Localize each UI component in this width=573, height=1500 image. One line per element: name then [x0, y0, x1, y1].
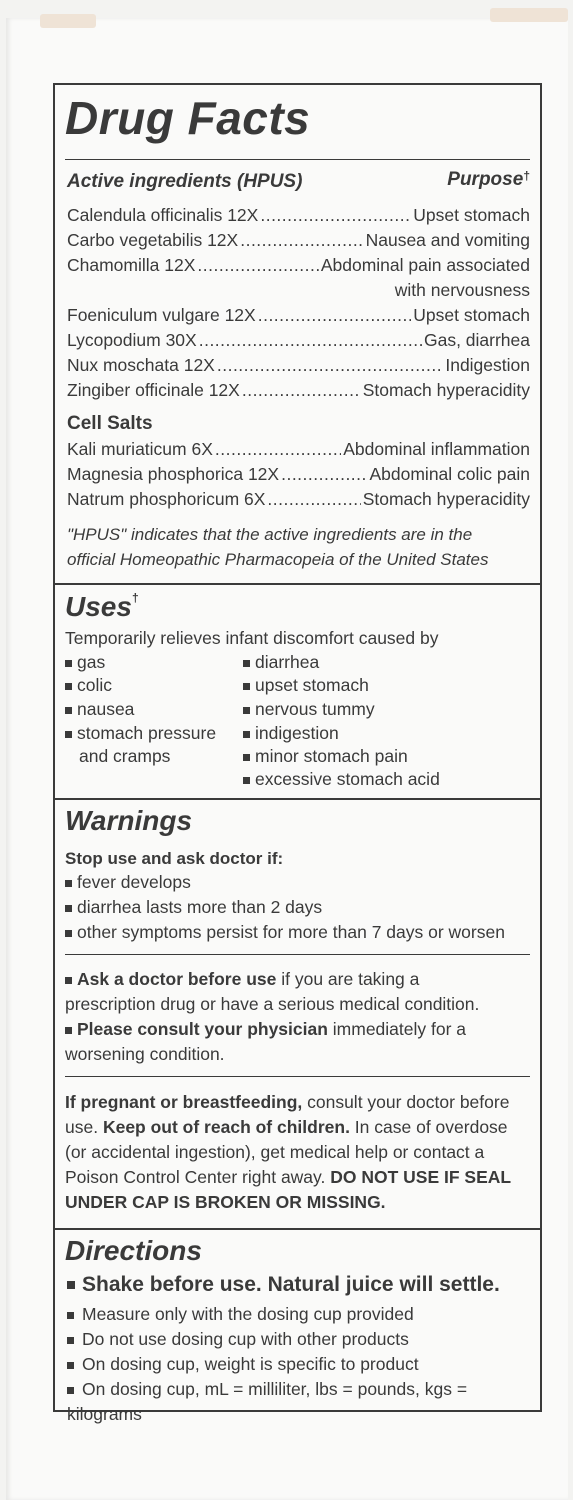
- ingredient-row: Calendula officinalis 12X ..... Upset stomach: [67, 203, 530, 228]
- keep-out-of-reach: use. Keep out of reach of children. In case of overdose: [65, 1117, 508, 1137]
- ingredient-row: Nux moschata 12X ..... Indigestion: [67, 353, 530, 378]
- ask-doctor-line: prescription drug or have a serious medical condition.: [65, 994, 480, 1014]
- section-divider: [55, 583, 540, 585]
- title-divider: [65, 159, 530, 160]
- poison-control-line: Poison Control Center right away. DO NOT USE IF SEAL: [65, 1167, 512, 1187]
- directions-lead: Shake before use. Natural juice will settle.: [67, 1273, 500, 1297]
- directions-item: On dosing cup, mL = milliliter, lbs = pounds, kgs = kilograms: [67, 1377, 540, 1427]
- consult-physician-line: Please consult your physician immediately for a: [65, 1017, 530, 1041]
- uses-item: diarrhea: [243, 651, 319, 674]
- warning-item: diarrhea lasts more than 2 days: [65, 896, 322, 919]
- directions-item: On dosing cup, weight is specific to product: [67, 1352, 419, 1377]
- seal-warning: UNDER CAP IS BROKEN OR MISSING.: [65, 1192, 386, 1212]
- overdose-warning: (or accidental ingestion), get medical help or contact a: [65, 1142, 485, 1162]
- uses-item: nausea: [65, 698, 134, 721]
- ingredient-row: Foeniculum vulgare 12X ..... Upset stomach: [67, 303, 530, 328]
- hpus-note-line: "HPUS" indicates that the active ingredients are in the: [67, 525, 473, 544]
- ingredient-row: Zingiber officinale 12X ..... Stomach hyperacidity: [67, 378, 530, 403]
- ask-doctor-line: Ask a doctor before use if you are taking a: [65, 967, 530, 991]
- uses-item: upset stomach: [243, 674, 369, 697]
- warning-item: other symptoms persist for more than 7 days or worsen: [65, 921, 505, 944]
- uses-item: minor stomach pain: [243, 745, 408, 768]
- directions-item: Measure only with the dosing cup provided: [67, 1302, 414, 1327]
- uses-item-continued: and cramps: [79, 746, 171, 766]
- warnings-divider: [65, 1076, 530, 1077]
- directions-heading: Directions: [65, 1235, 202, 1266]
- warnings-heading: Warnings: [65, 805, 193, 836]
- uses-item: nervous tummy: [243, 698, 375, 721]
- warnings-divider: [65, 954, 530, 955]
- uses-item: stomach pressure: [65, 722, 216, 745]
- active-ingredients-heading: Active ingredients (HPUS): [67, 171, 303, 192]
- cell-salts-heading: Cell Salts: [67, 413, 153, 434]
- section-divider: [55, 798, 540, 800]
- uses-heading: Uses†: [65, 591, 139, 622]
- pregnancy-warning: If pregnant or breastfeeding, consult your doctor before: [65, 1092, 510, 1112]
- ingredient-row: Magnesia phosphorica 12X ..... Abdominal colic pain: [67, 462, 530, 487]
- ingredient-row: Chamomilla 12X ..... Abdominal pain associated: [67, 253, 530, 278]
- warning-item: fever develops: [65, 871, 191, 894]
- ingredient-purpose-continued: with nervousness: [394, 280, 530, 300]
- stop-use-heading: Stop use and ask doctor if:: [65, 849, 284, 868]
- drug-facts-panel: [53, 83, 542, 1424]
- directions-item: Do not use dosing cup with other products: [67, 1327, 409, 1352]
- uses-intro: Temporarily relieves infant discomfort caused by: [65, 628, 439, 648]
- ingredient-row: Lycopodium 30X ..... Gas, diarrhea: [67, 328, 530, 353]
- purpose-heading: Purpose†: [447, 169, 530, 190]
- uses-item: gas: [65, 651, 105, 674]
- hpus-note-line: official Homeopathic Pharmacopeia of the United States: [67, 550, 489, 569]
- uses-item: indigestion: [243, 722, 339, 745]
- ingredient-row: Kali muriaticum 6X ..... Abdominal inflammation: [67, 437, 530, 462]
- carton-flap-left: [40, 14, 96, 28]
- uses-item: excessive stomach acid: [243, 768, 440, 791]
- drug-facts-title: Drug Facts: [65, 92, 311, 144]
- carton-flap-right: [490, 8, 568, 22]
- ingredient-row: Carbo vegetabilis 12X ..... Nausea and vomiting: [67, 228, 530, 253]
- uses-item: colic: [65, 674, 112, 697]
- section-divider: [55, 1228, 540, 1230]
- ingredient-row: Natrum phosphoricum 6X ..... Stomach hyperacidity: [67, 487, 530, 512]
- consult-physician-line: worsening condition.: [65, 1044, 225, 1064]
